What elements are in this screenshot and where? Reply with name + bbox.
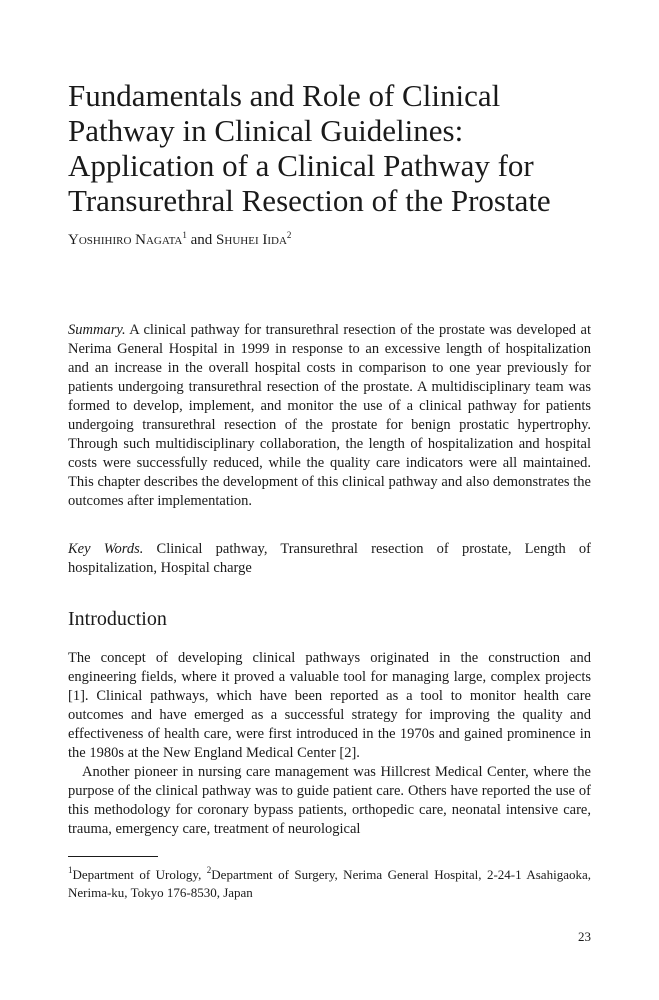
section-heading: Introduction: [68, 608, 167, 630]
keywords-paragraph: [68, 540, 591, 578]
footnote: [68, 866, 591, 902]
page-number: 23: [578, 929, 591, 944]
footnote-text: Department of Urology,: [72, 867, 207, 882]
author-connector: and: [186, 232, 217, 248]
footnote-rule: [68, 856, 158, 857]
title-line: Fundamentals and Role of Clinical: [68, 78, 501, 113]
author-line: [68, 230, 291, 250]
summary-label: Summary.: [68, 322, 126, 338]
chapter-title: [68, 78, 628, 218]
summary-paragraph: [68, 321, 591, 511]
footnote-marker: 2: [206, 865, 212, 875]
summary-text: A clinical pathway for transurethral resection of the prostate was developed at Nerima General Hospital in 1999 in response to an excessive length of hospitalization and an increase in the overall hospital costs in comparison to one year previously for patients undergoing transurethral resection of the prostate. A multidisciplinary team was formed to develop, implement, and monitor the use of a clinical pathway for patients undergoing transurethral resection of the prostate for benign prostatic hypertrophy. Through such multidisciplinary collaboration, the length of hospitalization and hospital costs were successfully reduced, while the quality care indicators were all maintained. This chapter describes the development of this clinical pathway and also demonstrates the outcomes after implementation.: [68, 322, 591, 509]
intro-paragraph: The concept of developing clinical pathways originated in the construction and engineering fields, where it proved a valuable tool for managing large, complex projects [1]. Clinical pathways, which have been reported as a tool to monitor health care outcomes and have emerged as a successful strategy for improving the quality and effectiveness of health care, were first introduced in the 1970s and gained prominence in the 1980s at the New England Medical Center [2].: [68, 650, 591, 761]
affiliation-marker: 2: [286, 230, 292, 240]
title-line: Pathway in Clinical Guidelines:: [68, 113, 464, 148]
affiliation-marker: 1: [182, 230, 187, 240]
keywords-text: Clinical pathway, Transurethral resection of prostate, Length of hospitalization, Hospital charge: [68, 541, 591, 576]
author-name: Yoshihiro Nagata: [68, 232, 183, 248]
title-line: Application of a Clinical Pathway for: [68, 148, 534, 183]
footnote-marker: 1: [68, 865, 73, 875]
keywords-label: Key Words.: [68, 541, 144, 557]
intro-paragraph: Another pioneer in nursing care management was Hillcrest Medical Center, where the purpose of the clinical pathway was to guide patient care. Others have reported the use of this methodology for coronary bypass patients, orthopedic care, neonatal intensive care, trauma, emergency care, treatment of neurological: [68, 764, 591, 837]
author-name: Shuhei Iida: [216, 232, 287, 248]
footnote-text: Department of Surgery, Nerima General Hospital, 2-24-1 Asahigaoka, Nerima-ku, Tokyo 176-8530, Japan: [68, 867, 591, 900]
title-line: Transurethral Resection of the Prostate: [68, 183, 551, 218]
